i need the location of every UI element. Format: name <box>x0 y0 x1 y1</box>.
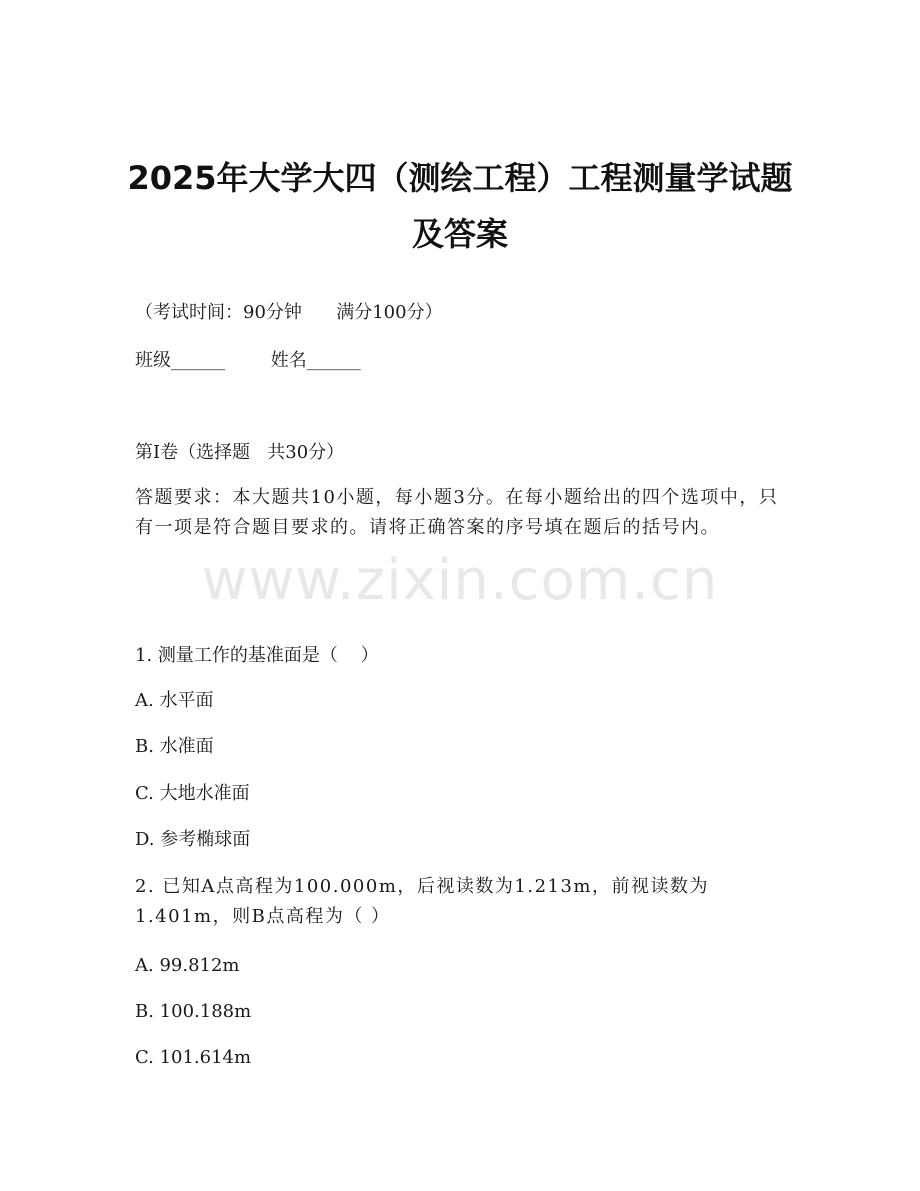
question-option: D. 参考椭球面 <box>135 829 251 850</box>
question-option: B. 100.188m <box>135 1001 252 1022</box>
document-title: 2025年大学大四（测绘工程）工程测量学试题及答案 <box>127 159 793 253</box>
exam-info: （考试时间：90分钟 满分100分） <box>135 302 443 323</box>
question-option: A. 99.812m <box>135 955 240 976</box>
question-stem: 2. 已知A点高程为100.000m，后视读数为1.213m，前视读数为1.401m，则B点高程为（ ） <box>135 876 709 927</box>
section-title: 第I卷（选择题 共30分） <box>135 442 345 463</box>
question-stem: 1. 测量工作的基准面是（ ） <box>135 645 379 666</box>
question-option: A. 水平面 <box>135 690 214 711</box>
question-option: B. 水准面 <box>135 736 214 757</box>
class-name-line: 班级______ 姓名______ <box>135 350 361 371</box>
question-option: C. 大地水准面 <box>135 783 250 804</box>
instructions: 答题要求：本大题共10小题，每小题3分。在每小题给出的四个选项中，只有一项是符合题目要求的。请将正确答案的序号填在题后的括号内。 <box>135 487 779 538</box>
watermark: www.zixin.com.cn <box>201 548 719 613</box>
question-option: C. 101.614m <box>135 1047 252 1068</box>
